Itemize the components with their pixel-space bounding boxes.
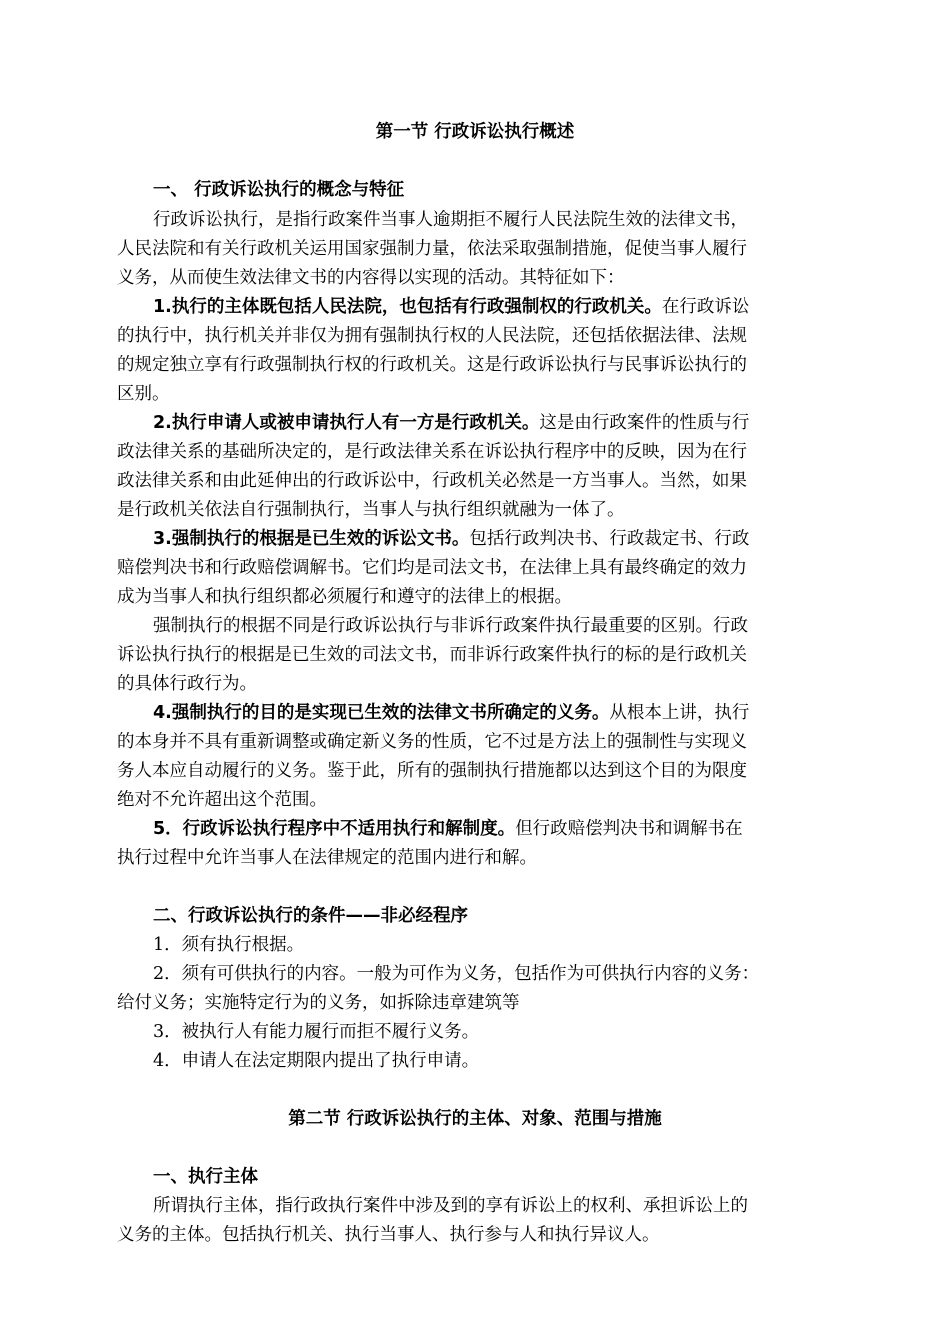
paragraph-line: 强制执行的根据不同是行政诉讼执行与非诉行政案件执行最重要的区别。行政	[153, 616, 748, 636]
paragraph-line: 成为当事人和执行组织都必须履行和遵守的法律上的根据。	[117, 587, 572, 607]
paragraph-line: 所谓执行主体，指行政执行案件中涉及到的享有诉讼上的权利、承担诉讼上的	[153, 1196, 748, 1216]
feature-5-first-line	[153, 814, 893, 844]
paragraph-line: 诉讼执行执行的根据是已生效的司法文书，而非诉行政案件执行的标的是行政机关	[117, 645, 747, 665]
paragraph-line: 的规定独立享有行政强制执行权的行政机关。这是行政诉讼执行与民事诉讼执行的	[117, 355, 747, 375]
section-1-heading-2: 二、行政诉讼执行的条件——非必经程序	[153, 906, 468, 926]
section-1-title: 第一节 行政诉讼执行概述	[375, 122, 575, 142]
paragraph-line: 人民法院和有关行政机关运用国家强制力量，依法采取强制措施，促使当事人履行	[117, 239, 747, 259]
condition-item-continuation: 给付义务；实施特定行为的义务，如拆除违章建筑等	[117, 993, 520, 1013]
paragraph-line: 绝对不允许超出这个范围。	[117, 790, 327, 810]
feature-4-bold: 4.强制执行的目的是实现已生效的法律文书所确定的义务。	[153, 703, 610, 723]
feature-4-tail: 从根本上讲，执行	[609, 703, 750, 723]
paragraph-line: 义务的主体。包括执行机关、执行当事人、执行参与人和执行异议人。	[117, 1225, 660, 1245]
paragraph-line: 区别。	[117, 384, 170, 404]
feature-3-tail: 包括行政判决书、行政裁定书、行政	[469, 529, 750, 549]
feature-2-tail: 这是由行政案件的性质与行	[539, 413, 750, 433]
feature-1-bold: 1.执行的主体既包括人民法院，也包括有行政强制权的行政机关。	[153, 297, 662, 317]
feature-5-bold: 5．行政诉讼执行程序中不适用执行和解制度。	[153, 819, 516, 839]
paragraph-line: 政法律关系的基础所决定的，是行政法律关系在诉讼执行程序中的反映，因为在行	[117, 442, 747, 462]
paragraph-line: 是行政机关依法自行强制执行，当事人与执行组织就融为一体了。	[117, 500, 625, 520]
feature-2-first-line	[153, 408, 893, 438]
paragraph-line: 务人本应自动履行的义务。鉴于此，所有的强制执行措施都以达到这个目的为限度	[117, 761, 747, 781]
feature-3-first-line	[153, 524, 893, 554]
feature-3-bold: 3.强制执行的根据是已生效的诉讼文书。	[153, 529, 470, 549]
feature-2-bold: 2.执行申请人或被申请执行人有一方是行政机关。	[153, 413, 540, 433]
feature-1-tail: 在行政诉讼	[661, 297, 750, 317]
paragraph-line: 政法律关系和由此延伸出的行政诉讼中，行政机关必然是一方当事人。当然，如果	[117, 471, 747, 491]
condition-item: 1．须有执行根据。	[153, 935, 305, 955]
section-2-heading-1: 一、执行主体	[153, 1167, 258, 1187]
paragraph-line: 行政诉讼执行，是指行政案件当事人逾期拒不履行人民法院生效的法律文书，	[153, 210, 748, 230]
section-2-title: 第二节 行政诉讼执行的主体、对象、范围与措施	[288, 1109, 662, 1129]
section-1-heading-1: 一、 行政诉讼执行的概念与特征	[153, 180, 405, 200]
paragraph-line: 赔偿判决书和行政赔偿调解书。它们均是司法文书，在法律上具有最终确定的效力	[117, 558, 747, 578]
paragraph-line: 的本身并不具有重新调整或确定新义务的性质，它不过是方法上的强制性与实现义	[117, 732, 747, 752]
feature-1-first-line	[153, 292, 893, 322]
condition-item: 4．申请人在法定期限内提出了执行申请。	[153, 1051, 480, 1071]
paragraph-line: 义务，从而使生效法律文书的内容得以实现的活动。其特征如下：	[117, 268, 625, 288]
feature-4-first-line	[153, 698, 893, 728]
feature-5-tail: 但行政赔偿判决书和调解书在	[515, 819, 743, 839]
paragraph-line: 的具体行政行为。	[117, 674, 257, 694]
condition-item: 3．被执行人有能力履行而拒不履行义务。	[153, 1022, 480, 1042]
condition-item: 2．须有可供执行的内容。一般为可作为义务，包括作为可供执行内容的义务：	[153, 964, 760, 984]
paragraph-line: 的执行中，执行机关并非仅为拥有强制执行权的人民法院，还包括依据法律、法规	[117, 326, 747, 346]
paragraph-line: 执行过程中允许当事人在法律规定的范围内进行和解。	[117, 848, 537, 868]
